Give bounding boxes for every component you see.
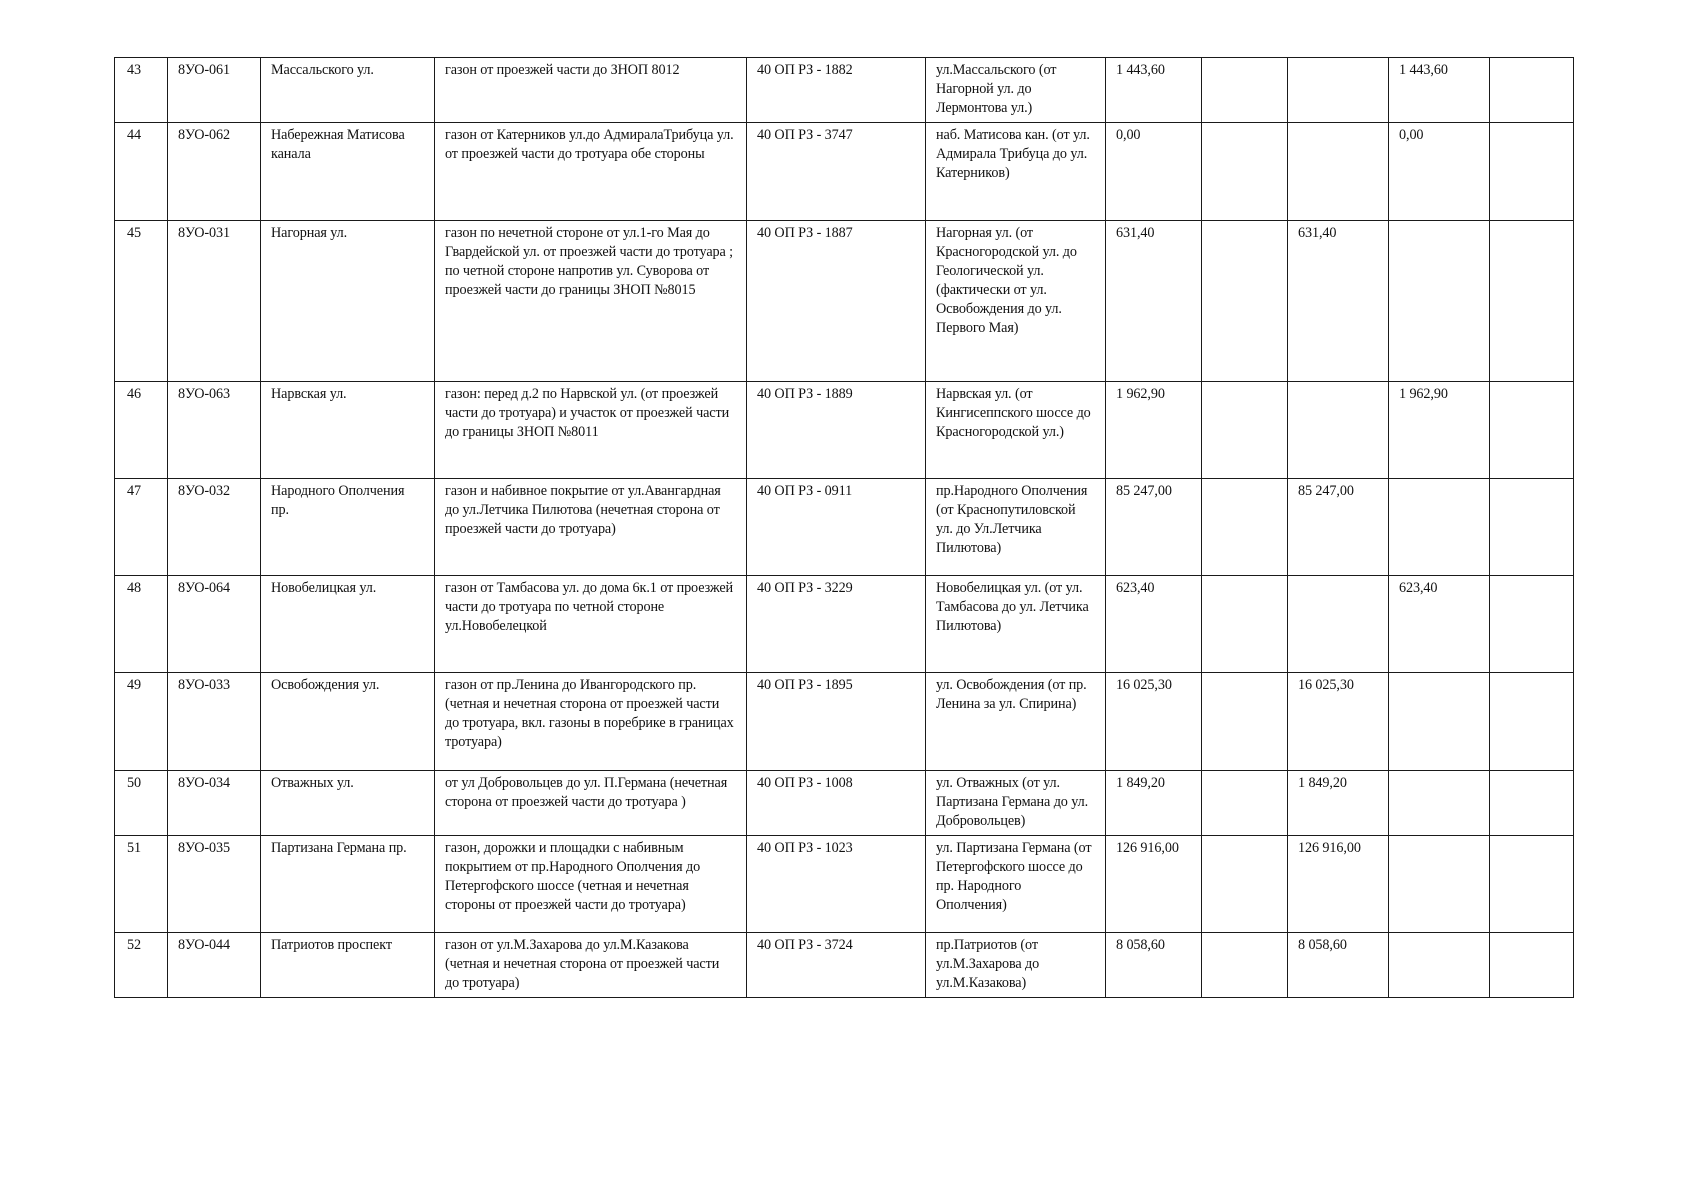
road-id: 40 ОП РЗ - 3229	[747, 576, 926, 673]
table-body	[115, 58, 1574, 998]
area-total: 623,40	[1106, 576, 1202, 673]
area-total: 631,40	[1106, 221, 1202, 382]
object-description: газон от ул.М.Захарова до ул.М.Казакова (четная и нечетная сторона от проезжей части до тротуара)	[435, 933, 747, 998]
area-col-9	[1288, 58, 1389, 123]
area-col-10	[1389, 836, 1490, 933]
object-description: газон от Катерников ул.до АдмиралаТрибуца ул. от проезжей части до тротуара обе стороны	[435, 123, 747, 221]
road-section: наб. Матисова кан. (от ул. Адмирала Трибуца до ул. Катерников)	[926, 123, 1106, 221]
road-section: Нарвская ул. (от Кингисеппского шоссе до Красногородской ул.)	[926, 382, 1106, 479]
table-row	[115, 673, 1574, 771]
object-code: 8УО-062	[168, 123, 261, 221]
area-col-8	[1202, 123, 1288, 221]
object-name: Освобождения ул.	[261, 673, 435, 771]
object-name: Новобелицкая ул.	[261, 576, 435, 673]
road-section: ул. Освобождения (от пр. Ленина за ул. Спирина)	[926, 673, 1106, 771]
registry-table	[114, 57, 1574, 998]
area-col-11	[1490, 58, 1574, 123]
area-total: 85 247,00	[1106, 479, 1202, 576]
object-code: 8УО-063	[168, 382, 261, 479]
object-description: газон и набивное покрытие от ул.Авангардная до ул.Летчика Пилютова (нечетная сторона от проезжей части до тротуара)	[435, 479, 747, 576]
area-col-10: 0,00	[1389, 123, 1490, 221]
object-description: газон по нечетной стороне от ул.1-го Мая до Гвардейской ул. от проезжей части до тротуара ; по четной стороне напротив ул. Суворова от проезжей части до границы ЗНОП №8015	[435, 221, 747, 382]
area-col-9: 85 247,00	[1288, 479, 1389, 576]
area-col-9: 8 058,60	[1288, 933, 1389, 998]
table-row	[115, 123, 1574, 221]
object-name: Набережная Матисова канала	[261, 123, 435, 221]
table-row	[115, 382, 1574, 479]
road-id: 40 ОП РЗ - 3747	[747, 123, 926, 221]
area-col-11	[1490, 673, 1574, 771]
object-description: газон от проезжей части до ЗНОП 8012	[435, 58, 747, 123]
object-code: 8УО-035	[168, 836, 261, 933]
row-number: 46	[115, 382, 168, 479]
road-section: ул. Отважных (от ул. Партизана Германа до ул. Добровольцев)	[926, 771, 1106, 836]
area-total: 8 058,60	[1106, 933, 1202, 998]
area-total: 1 443,60	[1106, 58, 1202, 123]
area-col-9	[1288, 382, 1389, 479]
object-name: Патриотов проспект	[261, 933, 435, 998]
table-row	[115, 933, 1574, 998]
area-col-9	[1288, 123, 1389, 221]
road-section: пр.Патриотов (от ул.М.Захарова до ул.М.Казакова)	[926, 933, 1106, 998]
road-section: Нагорная ул. (от Красногородской ул. до Геологической ул. (фактически от ул. Освобождения до ул. Первого Мая)	[926, 221, 1106, 382]
area-col-8	[1202, 771, 1288, 836]
object-description: от ул Добровольцев до ул. П.Германа (нечетная сторона от проезжей части до тротуара )	[435, 771, 747, 836]
road-section: Новобелицкая ул. (от ул. Тамбасова до ул. Летчика Пилютова)	[926, 576, 1106, 673]
area-total: 0,00	[1106, 123, 1202, 221]
area-col-8	[1202, 479, 1288, 576]
table-row	[115, 221, 1574, 382]
object-code: 8УО-031	[168, 221, 261, 382]
area-col-11	[1490, 933, 1574, 998]
area-col-10: 1 962,90	[1389, 382, 1490, 479]
object-code: 8УО-064	[168, 576, 261, 673]
area-col-11	[1490, 771, 1574, 836]
road-id: 40 ОП РЗ - 1882	[747, 58, 926, 123]
area-total: 1 962,90	[1106, 382, 1202, 479]
row-number: 49	[115, 673, 168, 771]
row-number: 44	[115, 123, 168, 221]
area-col-11	[1490, 221, 1574, 382]
object-code: 8УО-032	[168, 479, 261, 576]
area-col-10	[1389, 771, 1490, 836]
area-col-8	[1202, 576, 1288, 673]
area-col-11	[1490, 382, 1574, 479]
road-section: пр.Народного Ополчения (от Краснопутиловской ул. до Ул.Летчика Пилютова)	[926, 479, 1106, 576]
row-number: 52	[115, 933, 168, 998]
road-id: 40 ОП РЗ - 1895	[747, 673, 926, 771]
row-number: 47	[115, 479, 168, 576]
row-number: 43	[115, 58, 168, 123]
area-col-8	[1202, 221, 1288, 382]
area-col-9: 126 916,00	[1288, 836, 1389, 933]
area-col-9: 1 849,20	[1288, 771, 1389, 836]
row-number: 50	[115, 771, 168, 836]
object-description: газон: перед д.2 по Нарвской ул. (от проезжей части до тротуара) и участок от проезжей части до границы ЗНОП №8011	[435, 382, 747, 479]
object-name: Народного Ополчения пр.	[261, 479, 435, 576]
area-col-8	[1202, 933, 1288, 998]
area-col-10: 623,40	[1389, 576, 1490, 673]
area-col-8	[1202, 673, 1288, 771]
object-code: 8УО-061	[168, 58, 261, 123]
object-description: газон от Тамбасова ул. до дома 6к.1 от проезжей части до тротуара по четной стороне ул.Новобелецкой	[435, 576, 747, 673]
row-number: 48	[115, 576, 168, 673]
area-total: 126 916,00	[1106, 836, 1202, 933]
road-id: 40 ОП РЗ - 1023	[747, 836, 926, 933]
row-number: 51	[115, 836, 168, 933]
area-col-10	[1389, 221, 1490, 382]
object-code: 8УО-033	[168, 673, 261, 771]
table-row	[115, 836, 1574, 933]
object-code: 8УО-034	[168, 771, 261, 836]
area-total: 16 025,30	[1106, 673, 1202, 771]
area-col-11	[1490, 836, 1574, 933]
area-col-8	[1202, 58, 1288, 123]
road-section: ул.Массальского (от Нагорной ул. до Лермонтова ул.)	[926, 58, 1106, 123]
road-section: ул. Партизана Германа (от Петергофского шоссе до пр. Народного Ополчения)	[926, 836, 1106, 933]
area-col-11	[1490, 123, 1574, 221]
area-col-11	[1490, 576, 1574, 673]
area-col-10	[1389, 673, 1490, 771]
area-col-10	[1389, 933, 1490, 998]
object-description: газон от пр.Ленина до Ивангородского пр. (четная и нечетная сторона от проезжей части до тротуара, вкл. газоны в поребрике в границах тротуара)	[435, 673, 747, 771]
object-name: Отважных ул.	[261, 771, 435, 836]
table-row	[115, 58, 1574, 123]
object-name: Нагорная ул.	[261, 221, 435, 382]
road-id: 40 ОП РЗ - 1889	[747, 382, 926, 479]
object-code: 8УО-044	[168, 933, 261, 998]
road-id: 40 ОП РЗ - 1008	[747, 771, 926, 836]
object-name: Массальского ул.	[261, 58, 435, 123]
table-row	[115, 576, 1574, 673]
area-col-10	[1389, 479, 1490, 576]
object-description: газон, дорожки и площадки с набивным покрытием от пр.Народного Ополчения до Петергофского шоссе (четная и нечетная стороны от проезжей части до тротуара)	[435, 836, 747, 933]
area-col-10: 1 443,60	[1389, 58, 1490, 123]
area-col-9: 16 025,30	[1288, 673, 1389, 771]
area-total: 1 849,20	[1106, 771, 1202, 836]
road-id: 40 ОП РЗ - 0911	[747, 479, 926, 576]
area-col-8	[1202, 836, 1288, 933]
road-id: 40 ОП РЗ - 1887	[747, 221, 926, 382]
object-name: Партизана Германа пр.	[261, 836, 435, 933]
road-id: 40 ОП РЗ - 3724	[747, 933, 926, 998]
table-row	[115, 771, 1574, 836]
area-col-8	[1202, 382, 1288, 479]
table-row	[115, 479, 1574, 576]
row-number: 45	[115, 221, 168, 382]
area-col-9: 631,40	[1288, 221, 1389, 382]
area-col-9	[1288, 576, 1389, 673]
object-name: Нарвская ул.	[261, 382, 435, 479]
area-col-11	[1490, 479, 1574, 576]
